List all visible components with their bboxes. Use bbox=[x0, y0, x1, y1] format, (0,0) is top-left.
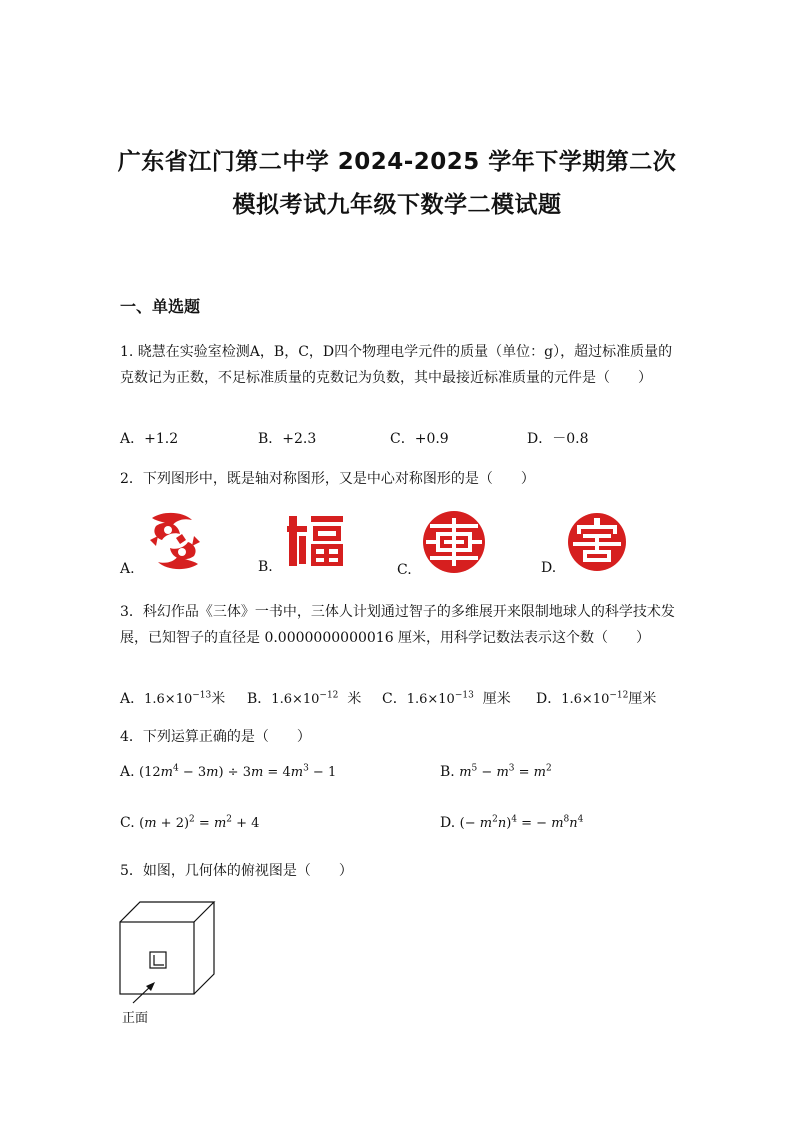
question-5-text: 5．如图，几何体的俯视图是（ ） bbox=[120, 863, 353, 879]
question-4-text: 4．下列运算正确的是（ ） bbox=[120, 729, 311, 745]
round-seal-icon bbox=[422, 510, 486, 574]
q4-option-b-math: $m^5 - m^3 = m^2$ bbox=[459, 763, 552, 780]
q4-option-c-math: $(m + 2)^2 = m^2 + 4$ bbox=[139, 814, 260, 831]
paper-cut-fish-icon bbox=[146, 510, 204, 572]
question-2-text: 2．下列图形中，既是轴对称图形，又是中心对称图形的是（ ） bbox=[120, 471, 535, 487]
q3-option-a[interactable]: A．$1.6\times 10^{-13}$米 bbox=[120, 690, 226, 707]
round-shou-icon bbox=[567, 512, 627, 572]
page-title-line-2: 模拟考试九年级下数学二模试题 bbox=[232, 192, 562, 218]
q1-option-a[interactable]: A．+1.2 bbox=[120, 431, 179, 447]
q2-option-b-label[interactable]: B. bbox=[258, 559, 273, 575]
question-3-text: 3．科幻作品《三体》一书中，三体人计划通过智子的多维展开来限制地球人的科学技术发展，已知智子的直径是 0.0000000000016 厘米，用科学记数法表示这个数（ ） bbox=[120, 604, 675, 646]
q4-option-c[interactable]: C. $(m + 2)^2 = m^2 + 4$ bbox=[120, 814, 260, 831]
q2-option-d-label[interactable]: D. bbox=[541, 560, 557, 576]
q4-option-b[interactable]: B. $m^5 - m^3 = m^2$ bbox=[440, 763, 552, 780]
q3-option-b[interactable]: B．$1.6\times 10^{-12}$ 米 bbox=[247, 690, 362, 707]
front-face-label: 正面 bbox=[122, 1011, 149, 1026]
q4-option-a-math: $(12m^4 - 3m) \div 3m = 4m^3 - 1$ bbox=[139, 763, 337, 780]
fu-character-icon bbox=[287, 512, 345, 570]
q2-option-a-label[interactable]: A. bbox=[120, 561, 135, 577]
q3-option-c[interactable]: C．$1.6\times 10^{-13}$ 厘米 bbox=[382, 690, 511, 707]
q4-option-d-math: (− $m^2n)^4$ = − $m^8n^4$ bbox=[459, 814, 584, 831]
q1-option-b[interactable]: B．+2.3 bbox=[258, 431, 317, 447]
question-1-text: 1. 晓慧在实验室检测A，B，C，D四个物理电学元件的质量（单位：g），超过标准质量的克数记为正数，不足标准质量的克数记为负数，其中最接近标准质量的元件是（ ） bbox=[120, 344, 673, 386]
section-heading: 一、单选题 bbox=[120, 297, 201, 316]
q4-option-a[interactable]: A. $(12m^4 - 3m) \div 3m = 4m^3 - 1$ bbox=[120, 763, 337, 780]
q3-option-d[interactable]: D．$1.6\times 10^{-12}$厘米 bbox=[536, 690, 657, 707]
q1-option-c[interactable]: C．+0.9 bbox=[390, 431, 449, 447]
q2-option-c-label[interactable]: C. bbox=[397, 562, 412, 578]
front-arrow-icon bbox=[130, 980, 160, 1006]
q4-option-d[interactable]: D. (− $m^2n)^4$ = − $m^8n^4$ bbox=[440, 814, 584, 831]
q1-option-d[interactable]: D．－0.8 bbox=[527, 431, 589, 447]
page-title-line-1: 广东省江门第二中学 2024-2025 学年下学期第二次 bbox=[117, 149, 677, 175]
